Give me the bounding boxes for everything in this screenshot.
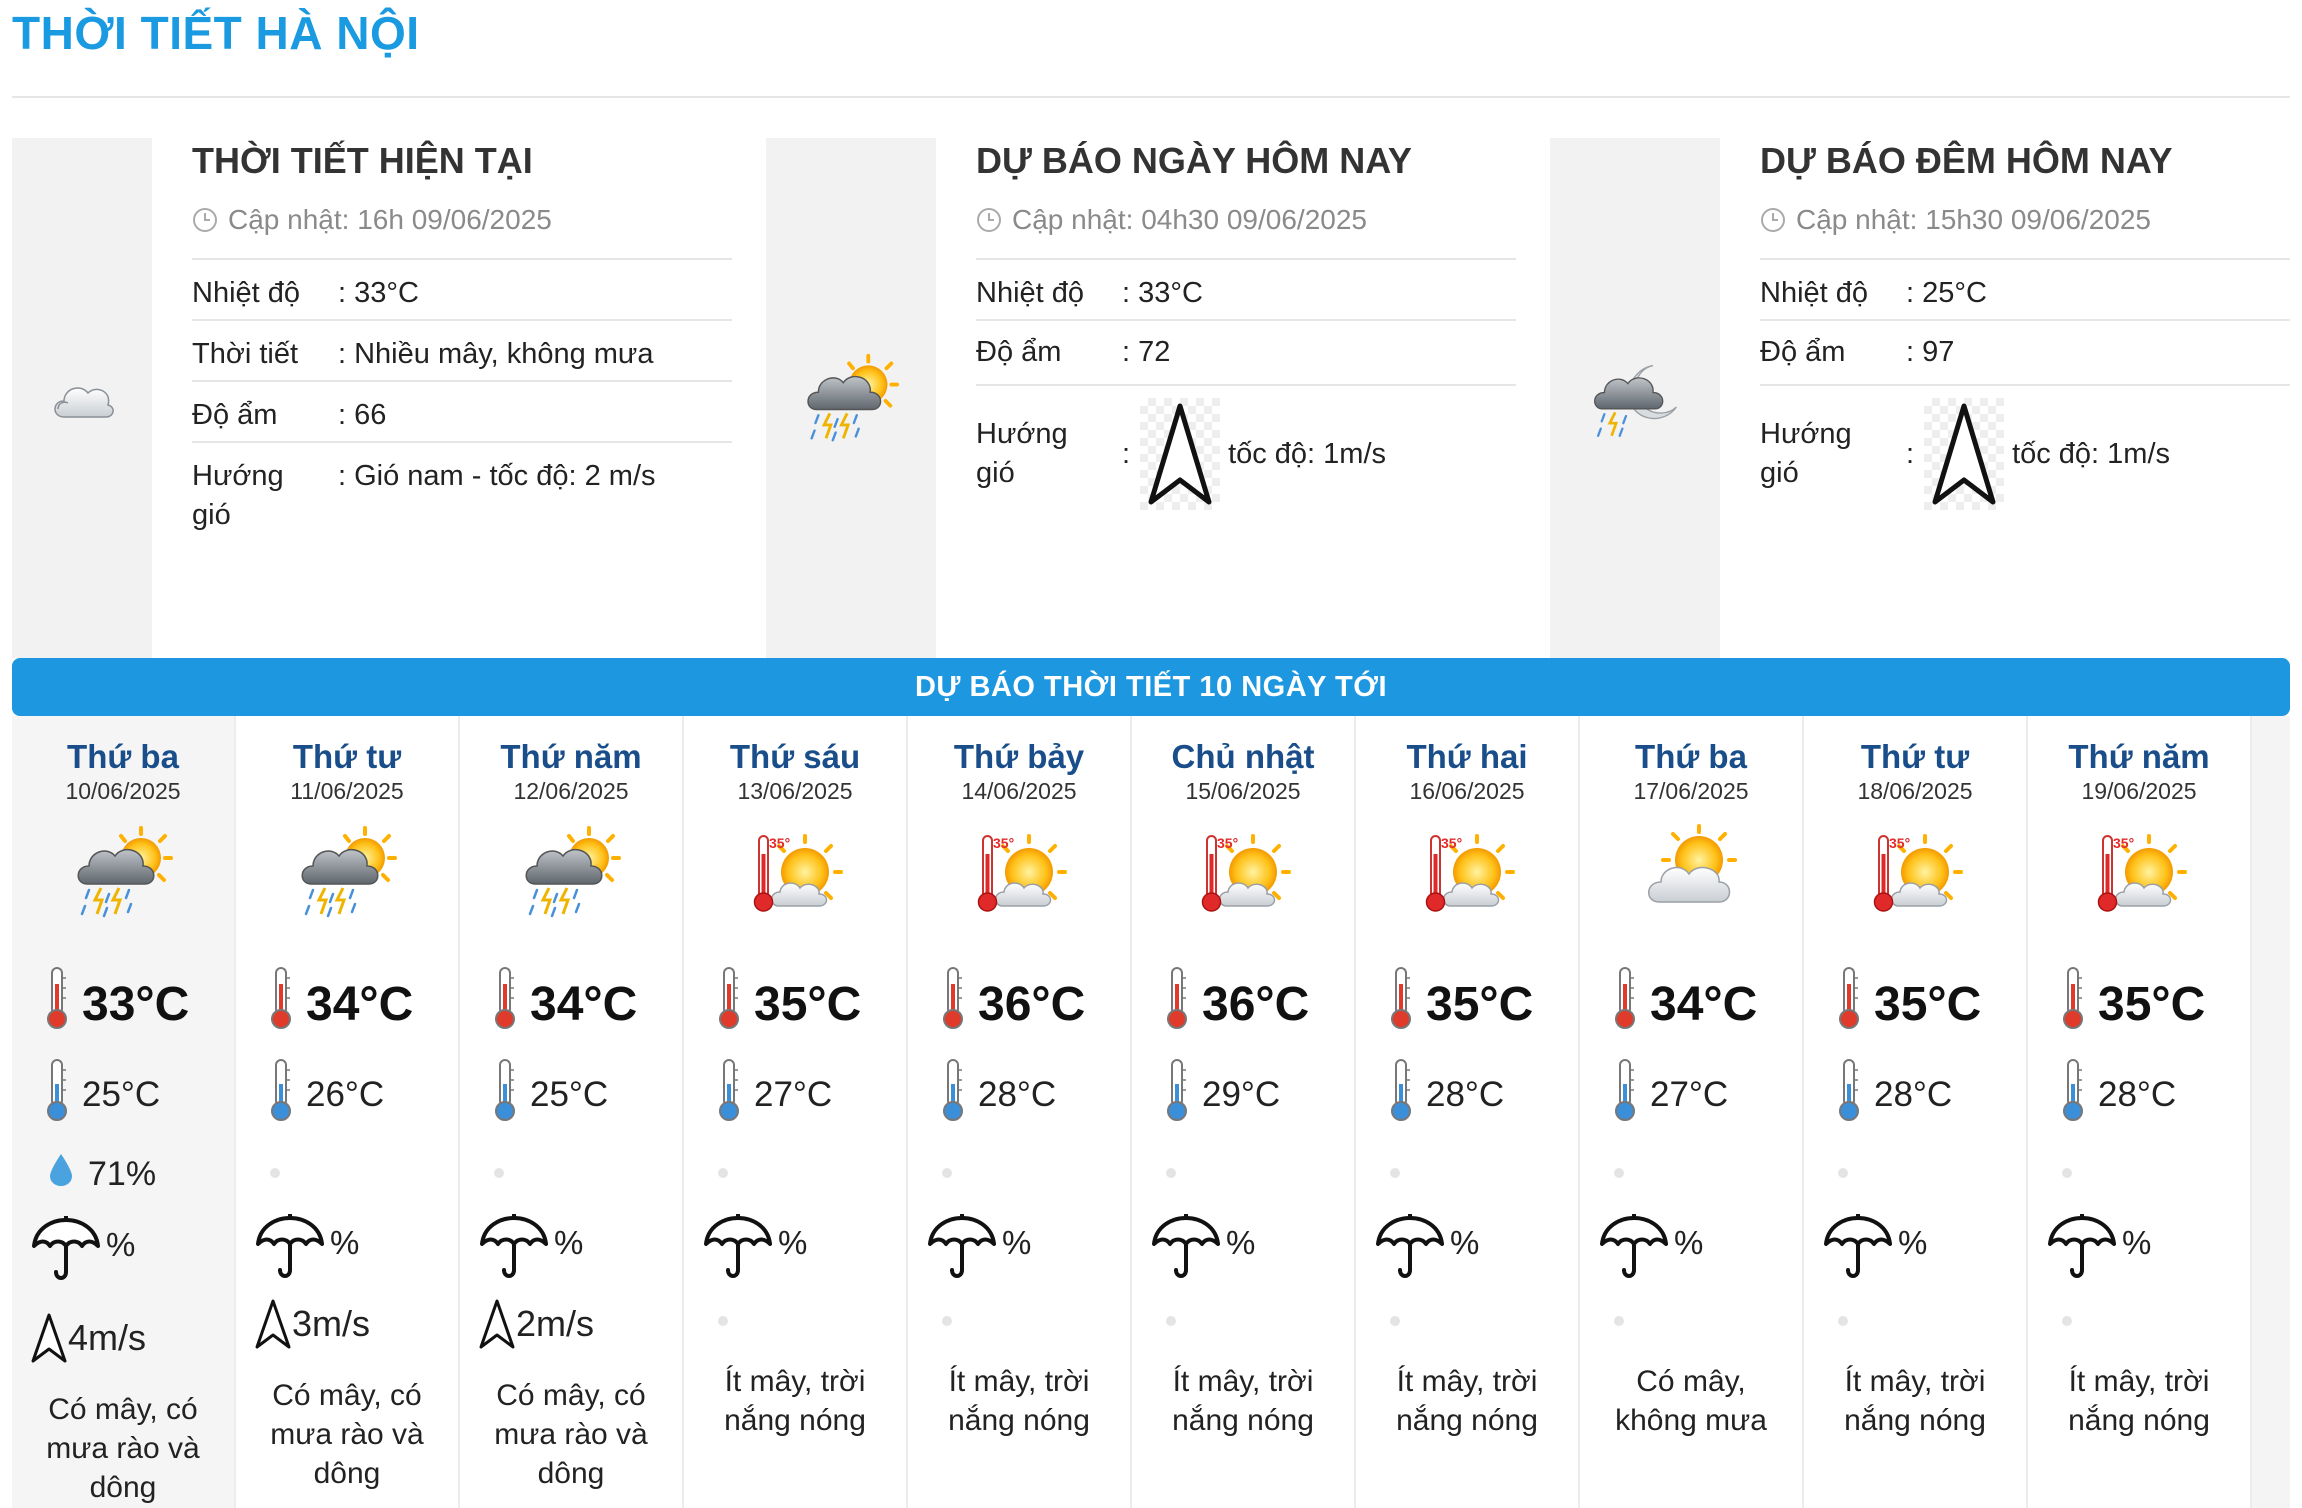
forecast-rain-value: % <box>1898 1224 1928 1261</box>
forecast-max-temp-value: 34°C <box>1650 977 1758 1031</box>
today-day-temp-label: Nhiệt độ <box>976 277 1085 309</box>
forecast-max-temp <box>942 966 1085 1042</box>
today-day-heading: DỰ BÁO NGÀY HÔM NAY <box>976 140 1412 181</box>
today-day-wind-value: tốc độ: 1m/s <box>1228 437 1387 470</box>
forecast-rain-value: % <box>330 1224 360 1261</box>
umbrella-icon <box>2046 1214 2118 1290</box>
umbrella-icon <box>1374 1214 1446 1290</box>
forecast-day-card <box>236 716 460 1508</box>
forecast-day-name: Thứ tư <box>1860 738 1970 775</box>
tonight-icon-column <box>1550 138 1720 658</box>
thermometer-hot-icon <box>494 966 516 1042</box>
forecast-max-temp-value: 33°C <box>82 977 190 1031</box>
forecast-min-temp <box>1166 1058 1280 1131</box>
wind-direction-arrow-icon <box>30 1312 68 1364</box>
thermometer-cold-icon <box>2062 1058 2084 1131</box>
tonight-wind-label: Hướng gió <box>1760 418 1852 489</box>
thermometer-cold-icon <box>46 1058 68 1131</box>
forecast-wind-value: 4m/s <box>68 1317 147 1358</box>
thunderstorm-moon-icon <box>1590 350 1680 446</box>
forecast-description: Ít mây, trời nắng nóng <box>948 1365 1090 1437</box>
hot-sun-icon <box>2089 822 2189 922</box>
forecast-min-temp-value: 28°C <box>978 1074 1057 1114</box>
current-condition-label: Thời tiết <box>192 338 299 370</box>
humidity-placeholder-dot <box>1166 1168 1176 1178</box>
thermometer-cold-icon <box>270 1058 292 1131</box>
wind-placeholder-dot <box>718 1316 728 1326</box>
today-day-humidity-value: : 72 <box>1122 336 1171 368</box>
forecast-wind <box>478 1298 594 1350</box>
forecast-wind <box>30 1312 146 1364</box>
forecast-day-name: Thứ hai <box>1406 738 1528 775</box>
today-day-wind-colon: : <box>1122 437 1131 470</box>
forecast-rain-value: % <box>106 1226 136 1263</box>
forecast-rain-chance <box>926 1214 1031 1290</box>
forecast-day-name: Thứ năm <box>500 738 642 775</box>
ten-day-forecast-header: DỰ BÁO THỜI TIẾT 10 NGÀY TỚI <box>12 658 2290 716</box>
today-day-updated-label: Cập nhật: 04h30 09/06/2025 <box>1012 204 1367 235</box>
forecast-max-temp <box>270 966 413 1042</box>
forecast-rain-chance <box>2046 1214 2151 1290</box>
umbrella-icon <box>30 1216 102 1292</box>
forecast-day-date: 19/06/2025 <box>2081 778 2197 804</box>
forecast-min-temp-value: 28°C <box>1874 1074 1953 1114</box>
forecast-day-name: Thứ ba <box>1635 738 1747 775</box>
thermometer-cold-icon <box>494 1058 516 1131</box>
current-temp-value: : 33°C <box>338 277 419 309</box>
forecast-day-card <box>12 716 236 1508</box>
forecast-min-temp-value: 26°C <box>306 1074 385 1114</box>
tonight-updated-time <box>1760 204 2290 236</box>
forecast-max-temp-value: 35°C <box>1426 977 1534 1031</box>
forecast-min-temp <box>2062 1058 2176 1131</box>
forecast-max-temp <box>1390 966 1533 1042</box>
forecast-wind-value: 3m/s <box>292 1303 371 1344</box>
tonight-wind-colon: : <box>1906 437 1915 470</box>
current-weather-heading: THỜI TIẾT HIỆN TẠI <box>192 140 533 181</box>
wind-direction-arrow-icon <box>478 1298 516 1350</box>
forecast-max-temp-value: 35°C <box>754 977 862 1031</box>
thunderstorm-sun-icon <box>297 822 397 922</box>
forecast-description: Ít mây, trời nắng nóng <box>724 1365 866 1437</box>
wind-placeholder-dot <box>1838 1316 1848 1326</box>
forecast-rain-chance <box>478 1214 583 1290</box>
forecast-day-date: 14/06/2025 <box>961 778 1077 804</box>
page-title: THỜI TIẾT HÀ NỘI <box>12 7 420 59</box>
today-day-temp-row <box>976 260 1516 321</box>
thermometer-cold-icon <box>942 1058 964 1131</box>
current-weather-icon-column <box>12 138 152 658</box>
umbrella-icon <box>926 1214 998 1290</box>
umbrella-icon <box>1822 1214 1894 1290</box>
forecast-day-card <box>1580 716 1804 1508</box>
forecast-day-card <box>908 716 1132 1508</box>
forecast-day-date: 13/06/2025 <box>737 778 853 804</box>
today-day-icon-column <box>766 138 936 658</box>
forecast-rain-value: % <box>1674 1224 1704 1261</box>
humidity-placeholder-dot <box>1838 1168 1848 1178</box>
thermometer-hot-icon <box>2062 966 2084 1042</box>
clock-icon <box>192 207 218 233</box>
wind-placeholder-dot <box>942 1316 952 1326</box>
forecast-day-card <box>1804 716 2028 1508</box>
forecast-max-temp <box>494 966 637 1042</box>
current-condition-value: : Nhiều mây, không mưa <box>338 338 654 370</box>
forecast-min-temp <box>46 1058 160 1131</box>
forecast-description: Có mây, không mưa <box>1615 1365 1767 1437</box>
cloudy-icon <box>50 373 114 423</box>
current-updated-time <box>192 204 732 236</box>
forecast-day-name: Thứ bảy <box>953 738 1085 775</box>
forecast-wind-value: 2m/s <box>516 1303 595 1344</box>
forecast-rain-value: % <box>1226 1224 1256 1261</box>
thermometer-hot-icon <box>1614 966 1636 1042</box>
thermometer-hot-icon <box>1838 966 1860 1042</box>
forecast-max-temp-value: 35°C <box>2098 977 2206 1031</box>
current-humidity-value: : 66 <box>338 399 387 431</box>
forecast-description: Ít mây, trời nắng nóng <box>1396 1365 1538 1437</box>
current-wind-value: : Gió nam - tốc độ: 2 m/s <box>338 460 656 492</box>
tonight-heading: DỰ BÁO ĐÊM HÔM NAY <box>1760 140 2173 181</box>
humidity-placeholder-dot <box>2062 1168 2072 1178</box>
tonight-wind-value: tốc độ: 1m/s <box>2012 437 2171 470</box>
forecast-max-temp <box>2062 966 2205 1042</box>
umbrella-icon <box>1150 1214 1222 1290</box>
thermometer-hot-icon <box>718 966 740 1042</box>
wind-placeholder-dot <box>1166 1316 1176 1326</box>
forecast-min-temp-value: 28°C <box>2098 1074 2177 1114</box>
forecast-wind <box>254 1298 370 1350</box>
forecast-day-card <box>2028 716 2252 1508</box>
hot-sun-icon <box>1417 822 1517 922</box>
tonight-humidity-label: Độ ẩm <box>1760 336 1846 368</box>
current-wind-row <box>192 443 732 541</box>
forecast-day-name: Thứ tư <box>292 738 402 775</box>
forecast-day-date: 10/06/2025 <box>65 778 181 804</box>
forecast-description: Ít mây, trời nắng nóng <box>1172 1365 1314 1437</box>
thermometer-cold-icon <box>718 1058 740 1131</box>
forecast-max-temp-value: 35°C <box>1874 977 1982 1031</box>
tonight-temp-row <box>1760 260 2290 321</box>
forecast-min-temp <box>494 1058 608 1131</box>
thunderstorm-sun-icon <box>73 822 173 922</box>
humidity-placeholder-dot <box>1614 1168 1624 1178</box>
forecast-day-card <box>684 716 908 1508</box>
tonight-temp-label: Nhiệt độ <box>1760 277 1869 309</box>
forecast-min-temp <box>1838 1058 1952 1131</box>
forecast-day-name: Thứ ba <box>67 738 179 775</box>
thermometer-cold-icon <box>1166 1058 1188 1131</box>
thermometer-hot-icon <box>1390 966 1412 1042</box>
wind-direction-arrow-icon <box>254 1298 292 1350</box>
forecast-description: Có mây, có mưa rào và dông <box>46 1393 200 1504</box>
humidity-placeholder-dot <box>1390 1168 1400 1178</box>
wind-direction-arrow-icon <box>1924 398 2004 510</box>
forecast-day-date: 15/06/2025 <box>1185 778 1301 804</box>
humidity-placeholder-dot <box>270 1168 280 1178</box>
thermometer-cold-icon <box>1614 1058 1636 1131</box>
forecast-max-temp <box>718 966 861 1042</box>
forecast-day-card <box>1356 716 1580 1508</box>
clock-icon <box>976 207 1002 233</box>
umbrella-icon <box>1598 1214 1670 1290</box>
wind-placeholder-dot <box>1390 1316 1400 1326</box>
current-updated-label: Cập nhật: 16h 09/06/2025 <box>228 204 552 235</box>
tonight-panel <box>1550 138 2290 658</box>
forecast-rain-chance <box>702 1214 807 1290</box>
tonight-humidity-row <box>1760 321 2290 386</box>
tonight-humidity-value: : 97 <box>1906 336 1955 368</box>
forecast-rain-chance <box>254 1214 359 1290</box>
forecast-day-date: 12/06/2025 <box>513 778 629 804</box>
forecast-max-temp-value: 34°C <box>306 977 414 1031</box>
forecast-max-temp-value: 36°C <box>978 977 1086 1031</box>
forecast-rain-value: % <box>1450 1224 1480 1261</box>
forecast-min-temp-value: 25°C <box>530 1074 609 1114</box>
thermometer-hot-icon <box>46 966 68 1042</box>
clock-icon <box>1760 207 1786 233</box>
forecast-min-temp <box>1390 1058 1504 1131</box>
forecast-max-temp <box>46 966 189 1042</box>
forecast-day-date: 16/06/2025 <box>1409 778 1525 804</box>
forecast-humidity <box>48 1152 156 1197</box>
today-day-panel <box>766 138 1516 658</box>
forecast-min-temp <box>270 1058 384 1131</box>
forecast-min-temp-value: 27°C <box>754 1074 833 1114</box>
thermometer-cold-icon <box>1838 1058 1860 1131</box>
forecast-max-temp <box>1166 966 1309 1042</box>
forecast-day-name: Thứ năm <box>2068 738 2210 775</box>
forecast-description: Ít mây, trời nắng nóng <box>1844 1365 1986 1437</box>
humidity-placeholder-dot <box>718 1168 728 1178</box>
forecast-description: Có mây, có mưa rào và dông <box>494 1379 648 1490</box>
forecast-rain-value: % <box>1002 1224 1032 1261</box>
forecast-day-card <box>1132 716 1356 1508</box>
forecast-day-card <box>460 716 684 1508</box>
today-day-updated-time <box>976 204 1516 236</box>
forecast-humidity-value: 71% <box>88 1155 157 1193</box>
forecast-min-temp-value: 25°C <box>82 1074 161 1114</box>
forecast-rain-chance <box>30 1216 135 1292</box>
forecast-min-temp <box>942 1058 1056 1131</box>
forecast-rain-chance <box>1822 1214 1927 1290</box>
wind-placeholder-dot <box>2062 1316 2072 1326</box>
today-day-humidity-row <box>976 321 1516 386</box>
current-humidity-row <box>192 382 732 443</box>
forecast-rain-value: % <box>2122 1224 2152 1261</box>
forecast-rain-value: % <box>554 1224 584 1261</box>
hot-sun-icon <box>1193 822 1293 922</box>
humidity-placeholder-dot <box>494 1168 504 1178</box>
today-day-wind-row <box>976 386 1516 520</box>
thermometer-cold-icon <box>1390 1058 1412 1131</box>
umbrella-icon <box>254 1214 326 1290</box>
thermometer-hot-icon <box>270 966 292 1042</box>
humidity-placeholder-dot <box>942 1168 952 1178</box>
tonight-temp-value: : 25°C <box>1906 277 1987 309</box>
forecast-day-name: Thứ sáu <box>729 738 861 775</box>
forecast-max-temp <box>1838 966 1981 1042</box>
thunderstorm-sun-icon <box>803 350 899 446</box>
forecast-max-temp <box>1614 966 1757 1042</box>
today-day-humidity-label: Độ ẩm <box>976 336 1062 368</box>
forecast-day-date: 17/06/2025 <box>1633 778 1749 804</box>
forecast-rain-chance <box>1598 1214 1703 1290</box>
today-day-wind-label: Hướng gió <box>976 418 1068 489</box>
forecast-description: Ít mây, trời nắng nóng <box>2068 1365 2210 1437</box>
forecast-min-temp-value: 29°C <box>1202 1074 1281 1114</box>
forecast-day-name: Chủ nhật <box>1171 738 1315 775</box>
wind-placeholder-dot <box>1614 1316 1624 1326</box>
forecast-min-temp-value: 28°C <box>1426 1074 1505 1114</box>
hot-sun-icon <box>1865 822 1965 922</box>
thunderstorm-sun-icon <box>521 822 621 922</box>
current-humidity-label: Độ ẩm <box>192 399 278 431</box>
umbrella-icon <box>702 1214 774 1290</box>
sun-cloud-icon <box>1641 822 1741 922</box>
forecast-max-temp-value: 36°C <box>1202 977 1310 1031</box>
thermometer-hot-icon <box>1166 966 1188 1042</box>
forecast-rain-chance <box>1150 1214 1255 1290</box>
forecast-max-temp-value: 34°C <box>530 977 638 1031</box>
forecast-min-temp-value: 27°C <box>1650 1074 1729 1114</box>
tonight-updated-label: Cập nhật: 15h30 09/06/2025 <box>1796 204 2151 235</box>
hot-sun-icon <box>969 822 1069 922</box>
forecast-day-date: 11/06/2025 <box>290 778 404 804</box>
umbrella-icon <box>478 1214 550 1290</box>
tonight-wind-row <box>1760 386 2290 520</box>
current-temp-label: Nhiệt độ <box>192 277 301 309</box>
wind-direction-arrow-icon <box>1140 398 1220 510</box>
forecast-min-temp <box>1614 1058 1728 1131</box>
forecast-rain-value: % <box>778 1224 808 1261</box>
water-drop-icon <box>48 1152 74 1197</box>
forecast-description: Có mây, có mưa rào và dông <box>270 1379 424 1490</box>
ten-day-forecast-grid <box>12 716 2290 1508</box>
current-wind-label: Hướng gió <box>192 460 284 531</box>
forecast-min-temp <box>718 1058 832 1131</box>
current-temp-row <box>192 260 732 321</box>
thermometer-hot-icon <box>942 966 964 1042</box>
forecast-day-date: 18/06/2025 <box>1857 778 1973 804</box>
current-weather-panel <box>12 138 732 658</box>
current-condition-row <box>192 321 732 382</box>
today-day-temp-value: : 33°C <box>1122 277 1203 309</box>
forecast-rain-chance <box>1374 1214 1479 1290</box>
hot-sun-icon <box>745 822 845 922</box>
title-divider <box>12 96 2290 98</box>
